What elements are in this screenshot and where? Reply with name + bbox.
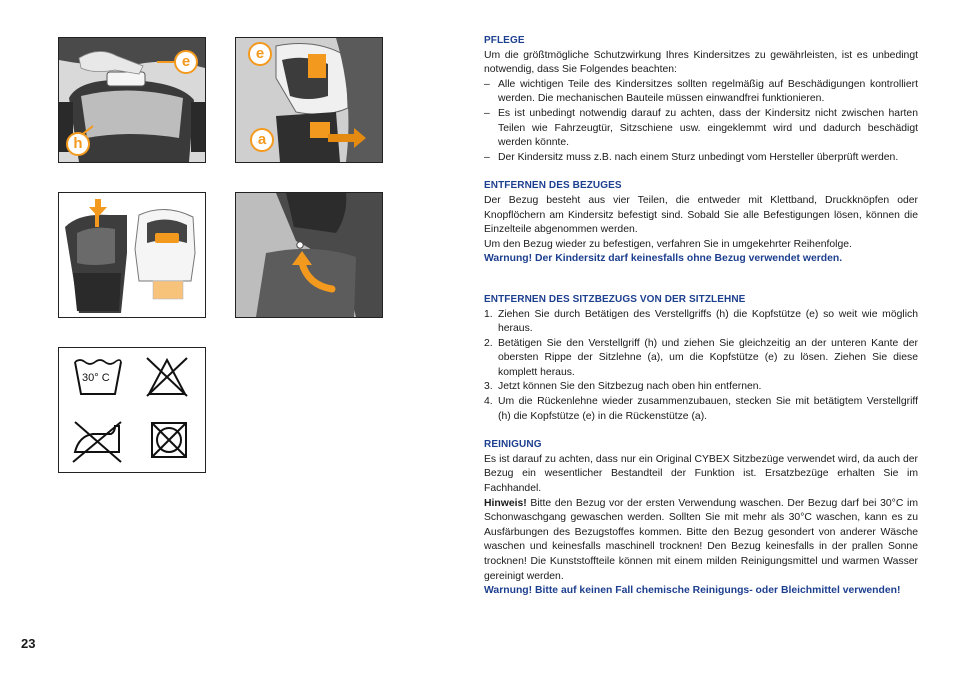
bezug-paragraph-1: Der Bezug besteht aus vier Teilen, die entweder mit Klettband, Druckknöpfen oder Knopflöchern am Kindersitz befestigt sind. Sobald Sie alle Befestigungen lösen, können die Einzelteile abgenommen werden. <box>484 194 918 236</box>
figure-cover-removal <box>58 192 206 318</box>
step-item: 2. Betätigen Sie den Verstellgriff (h) und ziehen Sie gleichzeitig an der unteren Kante der obersten Rippe der Sitzlehne (a), um die Kopfstütze (e) zu lösen. Ziehen Sie diese komplett heraus. <box>484 337 918 378</box>
section-heading-reinigung: REINIGUNG <box>484 439 542 451</box>
care-symbols-panel <box>58 347 206 473</box>
figure-rib-arrow <box>235 192 383 318</box>
pflege-intro: Um die größtmögliche Schutzwirkung Ihres Kindersitzes zu gewährleisten, ist es unbedingt notwendig, dass Sie Folgendes beachten: <box>484 49 918 76</box>
hinweis-label: Hinweis! <box>484 497 527 509</box>
no-iron-icon <box>71 418 125 464</box>
spacer <box>484 267 918 293</box>
list-item: – Alle wichtigen Teile des Kindersitzes sollten regelmäßig auf Beschädigungen kontrolliert werden. Die mechanischen Bauteile müssen einwandfrei funktionieren. <box>484 78 918 105</box>
hinweis-text: Bitte den Bezug vor der ersten Verwendung waschen. Der Bezug darf bei 30°C im Schonwaschgang gewaschen werden. Sollten Sie mit mehr als 30°C waschen, kann es zu Ausfärbungen des Bezugstoffes kommen. Bitte den Bezug gesondert von anderer Wäsche waschen und keinesfalls maschinell trocknen! Den Bezug keinesfalls in der prallen Sonne trocknen! Die Kunststoffteile können mit einem milden Reinigungsmittel und warmen Wasser gereinigt werden. <box>484 497 918 582</box>
sitzbezug-steps <box>484 308 918 425</box>
spacer <box>484 165 918 179</box>
callout-h-badge: h <box>66 132 90 156</box>
no-tumble-dry-icon <box>149 420 189 460</box>
rib-arrow-illustration <box>236 193 382 317</box>
reinigung-paragraph-1: Es ist darauf zu achten, dass nur ein Original CYBEX Sitzbezüge verwendet wird, da auch der Bezug ein wesentlicher Bestandteil der Funktion ist. Ersatzbezüge erhalten Sie im Fachhandel. <box>484 453 918 495</box>
reinigung-warning: Warnung! Bitte auf keinen Fall chemische Reinigungs- oder Bleichmittel verwenden! <box>484 585 901 597</box>
pflege-list <box>484 78 918 166</box>
reinigung-hinweis <box>484 497 918 585</box>
figure-headrest-release <box>235 37 383 163</box>
list-item: – Der Kindersitz muss z.B. nach einem Sturz unbedingt vom Hersteller überprüft werden. <box>484 151 899 163</box>
section-heading-pflege: PFLEGE <box>484 35 525 46</box>
bezug-warning: Warnung! Der Kindersitz darf keinesfalls ohne Bezug verwendet werden. <box>484 253 843 265</box>
bezug-paragraph-2: Um den Bezug wieder zu befestigen, verfahren Sie in umgekehrter Reihenfolge. <box>484 238 852 250</box>
step-item: 1. Ziehen Sie durch Betätigen des Verstellgriffs (h) die Kopfstütze (e) so weit wie möglich heraus. <box>484 308 918 335</box>
instructions-column <box>484 34 918 599</box>
step-item: 3. Jetzt können Sie den Sitzbezug nach oben hin entfernen. <box>484 381 762 393</box>
no-bleach-icon <box>145 356 189 398</box>
step-item: 4. Um die Rückenlehne wieder zusammenzubauen, stecken Sie mit betätigtem Verstellgriff (h) die Kopfstütze (e) in die Rückenstütze (a). <box>484 396 918 422</box>
wash-30-icon <box>73 356 123 396</box>
cover-removal-illustration <box>59 193 205 317</box>
page-number: 23 <box>21 636 36 651</box>
section-heading-bezug: ENTFERNEN DES BEZUGES <box>484 180 622 192</box>
list-item: – Es ist unbedingt notwendig darauf zu achten, dass der Kindersitz nicht zwischen harten Teilen wie Fahrzeugtür, Sitzschiene usw. eingeklemmt wird und dadurch beschädigt werden könnte. <box>484 107 918 149</box>
spacer <box>484 424 918 438</box>
callout-a-badge: a <box>250 128 274 152</box>
callout-e-badge: e <box>248 42 272 66</box>
callout-e-badge: e <box>174 50 198 74</box>
wash-temperature-label: 30° C <box>82 372 110 384</box>
section-heading-sitzbezug: ENTFERNEN DES SITZBEZUGS VON DER SITZLEHNE <box>484 293 746 305</box>
figure-headrest-adjust <box>58 37 206 163</box>
